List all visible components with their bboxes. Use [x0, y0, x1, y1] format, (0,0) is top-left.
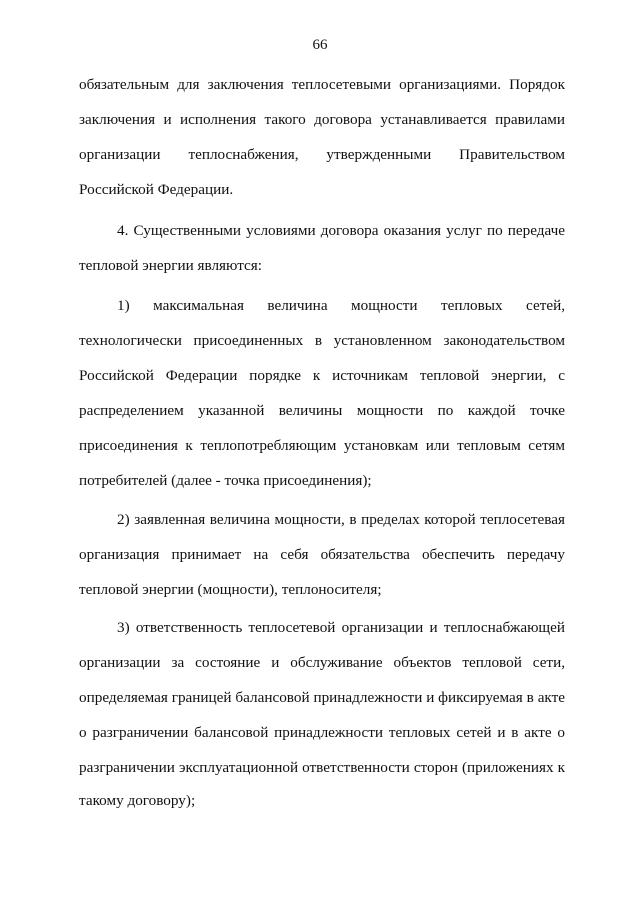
page-number: 66	[312, 37, 328, 53]
paragraph-line: распределением указанной величины мощности по каждой точке	[79, 402, 565, 419]
paragraph-line: тепловой энергии (мощности), теплоносителя;	[79, 581, 382, 598]
paragraph-line: организация принимает на себя обязательства обеспечить передачу	[79, 546, 565, 563]
paragraph-line: заключения и исполнения такого договора устанавливается правилами	[79, 111, 565, 128]
paragraph-line: 1) максимальная величина мощности тепловых сетей,	[117, 297, 565, 314]
paragraph-line: определяемая границей балансовой принадлежности и фиксируемая в акте	[79, 689, 565, 706]
paragraph-line: 2) заявленная величина мощности, в пределах которой теплосетевая	[117, 511, 565, 528]
paragraph-line: Российской Федерации порядке к источникам тепловой энергии, с	[79, 367, 565, 384]
paragraph-line: Российской Федерации.	[79, 181, 234, 198]
paragraph-line: присоединения к теплопотребляющим установкам или тепловым сетям	[79, 437, 565, 454]
paragraph-line: обязательным для заключения теплосетевыми организациями. Порядок	[79, 76, 565, 93]
paragraph-line: потребителей (далее - точка присоединения);	[79, 472, 372, 489]
paragraph-line: тепловой энергии являются:	[79, 257, 262, 274]
paragraph-line: 4. Существенными условиями договора оказания услуг по передаче	[117, 222, 565, 239]
paragraph-line: организации теплоснабжения, утвержденными Правительством	[79, 146, 565, 163]
paragraph-line: 3) ответственность теплосетевой организации и теплоснабжающей	[117, 619, 565, 636]
paragraph-line: такому договору);	[79, 792, 196, 809]
paragraph-line: технологически присоединенных в установленном законодательством	[79, 332, 565, 349]
paragraph-line: о разграничении балансовой принадлежности тепловых сетей и в акте о	[79, 724, 565, 741]
paragraph-line: организации за состояние и обслуживание объектов тепловой сети,	[79, 654, 565, 671]
paragraph-line: разграничении эксплуатационной ответственности сторон (приложениях к	[79, 759, 565, 776]
